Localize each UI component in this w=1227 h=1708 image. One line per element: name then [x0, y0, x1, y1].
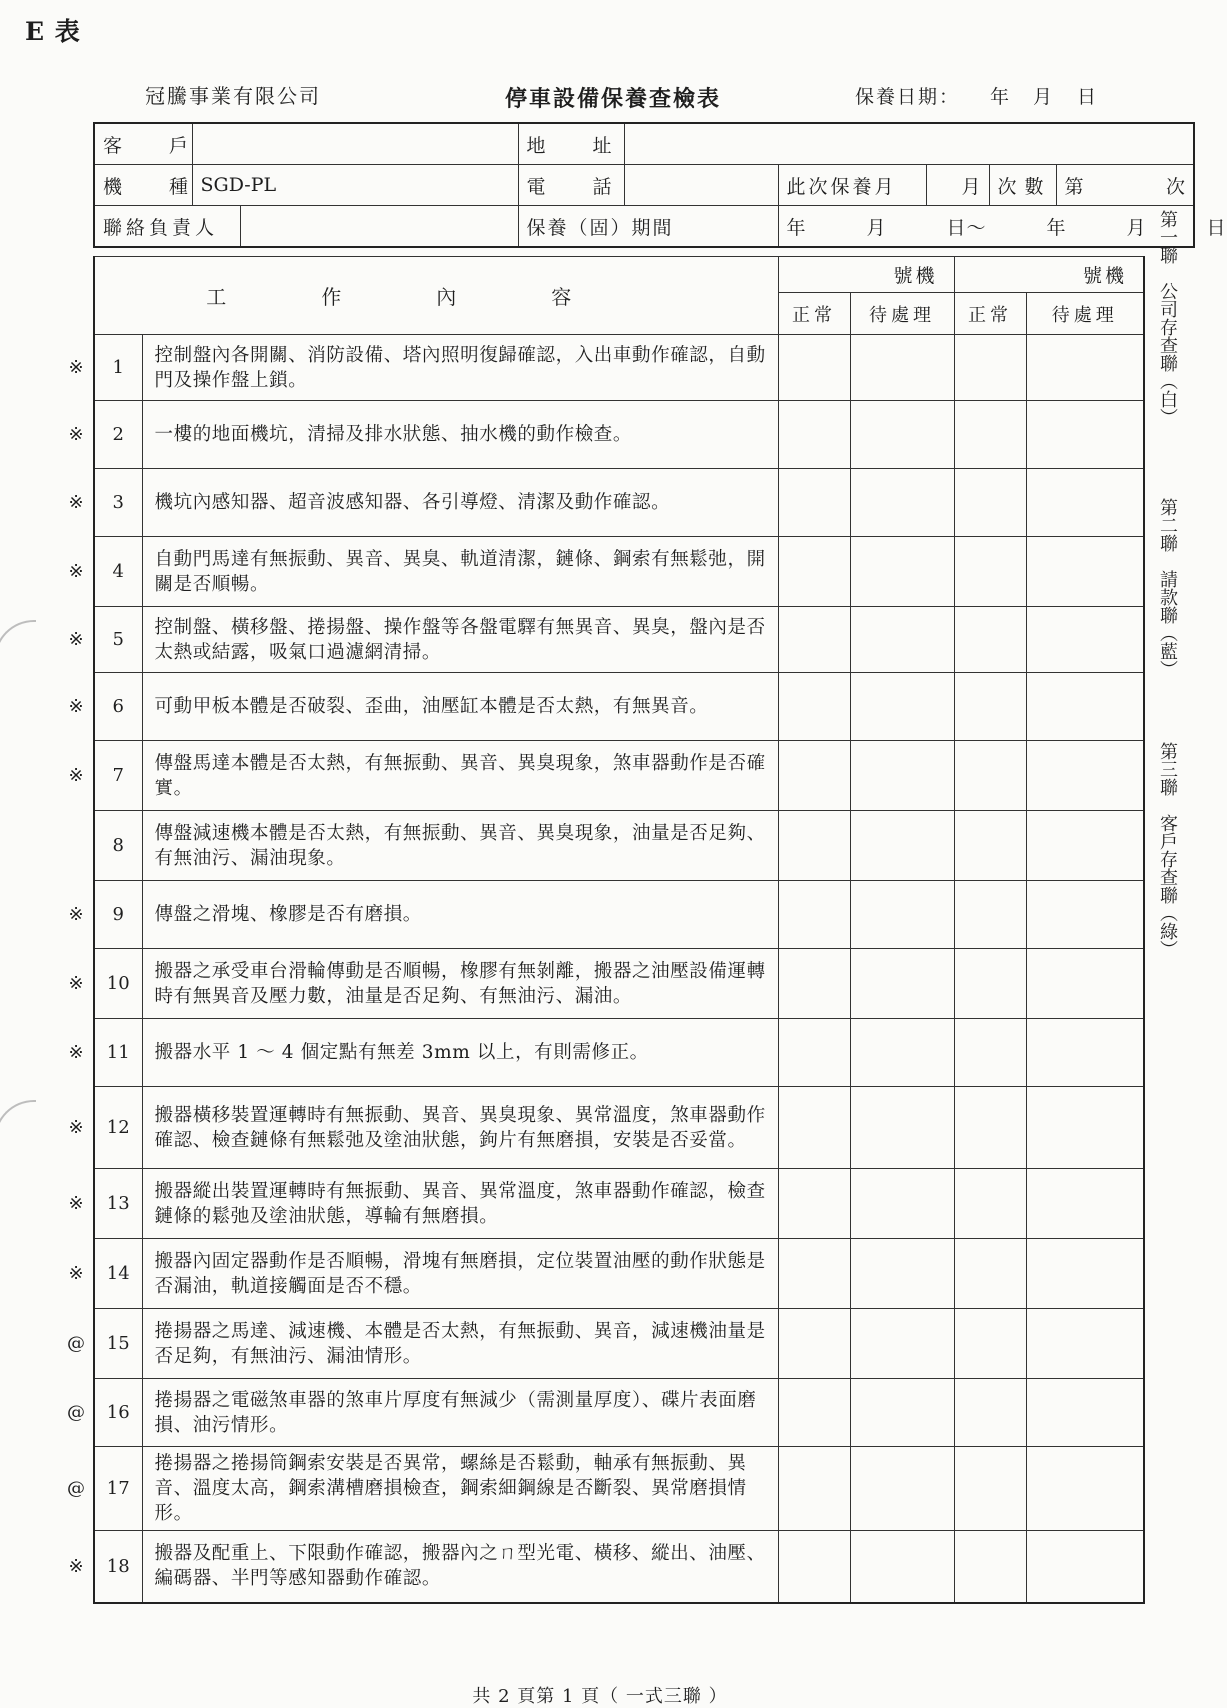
table-row — [94, 673, 1144, 741]
count-label: 次數 — [989, 165, 1056, 206]
date-day-unit: 日 — [1077, 86, 1097, 108]
pending-check-cell[interactable] — [1026, 401, 1144, 469]
work-content-header: 工作內容 — [94, 257, 778, 335]
item-number: 5 — [94, 607, 142, 673]
machine-1-header: 號機 — [778, 257, 954, 293]
pending-check-cell[interactable] — [1026, 741, 1144, 811]
table-row — [94, 401, 1144, 469]
item-number: 10 — [94, 949, 142, 1019]
pending-check-cell[interactable] — [1026, 811, 1144, 881]
normal-check-cell[interactable] — [778, 949, 850, 1019]
pending-check-cell[interactable] — [850, 1309, 954, 1379]
normal-check-cell[interactable] — [778, 1087, 850, 1169]
machine-2-header: 號機 — [954, 257, 1144, 293]
pending-check-cell[interactable] — [1026, 1019, 1144, 1087]
pending-check-cell[interactable] — [850, 741, 954, 811]
normal-check-cell[interactable] — [954, 1169, 1026, 1239]
pending-check-cell[interactable] — [850, 537, 954, 607]
pending-check-cell[interactable] — [850, 469, 954, 537]
count-field[interactable] — [1056, 165, 1194, 206]
row-mark: ※ — [68, 1193, 84, 1214]
row-mark: ※ — [68, 629, 84, 650]
row-mark: @ — [67, 1333, 85, 1354]
normal-check-cell[interactable] — [778, 607, 850, 673]
model-label: 機 種 — [103, 175, 203, 198]
table-row — [94, 811, 1144, 881]
pending-check-cell[interactable] — [1026, 335, 1144, 401]
row-mark: ※ — [68, 492, 84, 513]
normal-check-cell[interactable] — [954, 1447, 1026, 1531]
table-row — [94, 537, 1144, 607]
row-mark: ※ — [68, 424, 84, 445]
inspection-table — [93, 256, 1145, 1604]
item-description: 控制盤、橫移盤、捲揚盤、操作盤等各盤電驛有無異音、異臭，盤內是否太熱或結露，吸氣口過濾網清掃。 — [142, 607, 778, 673]
pending-check-cell[interactable] — [850, 673, 954, 741]
item-number: 3 — [94, 469, 142, 537]
address-label: 地 址 — [526, 134, 626, 157]
contact-person-label: 聯絡負責人 — [94, 206, 240, 248]
item-description: 傳盤之滑塊、橡膠是否有磨損。 — [142, 881, 778, 949]
normal-check-cell[interactable] — [954, 469, 1026, 537]
item-number: 14 — [94, 1239, 142, 1309]
item-description: 捲揚器之捲揚筒鋼索安裝是否異常，螺絲是否鬆動，軸承有無振動、異音、溫度太高，鋼索溝槽磨損檢查，鋼索細鋼線是否斷裂、異常磨損情形。 — [142, 1447, 778, 1531]
normal-check-cell[interactable] — [778, 811, 850, 881]
normal-check-cell[interactable] — [778, 1379, 850, 1447]
pending-check-cell[interactable] — [1026, 673, 1144, 741]
contact-person-field[interactable] — [240, 206, 518, 248]
phone-field[interactable] — [624, 165, 778, 206]
customer-label: 客 戶 — [103, 134, 203, 157]
normal-check-cell[interactable] — [778, 1239, 850, 1309]
normal-check-cell[interactable] — [954, 741, 1026, 811]
row-mark: ※ — [68, 765, 84, 786]
pending-check-cell[interactable] — [1026, 881, 1144, 949]
copy-note-company: 第一聯 公司存查聯（白） — [1157, 210, 1178, 426]
table-row — [94, 881, 1144, 949]
table-row — [94, 469, 1144, 537]
normal-header: 正常 — [954, 293, 1026, 335]
normal-check-cell[interactable] — [778, 741, 850, 811]
item-description: 傳盤馬達本體是否太熱，有無振動、異音、異臭現象，煞車器動作是否確實。 — [142, 741, 778, 811]
this-maintenance-month-label: 此次保養月 — [778, 165, 926, 206]
punch-hole-mark — [0, 620, 36, 662]
normal-check-cell[interactable] — [778, 1531, 850, 1603]
row-mark: ※ — [68, 904, 84, 925]
item-number: 15 — [94, 1309, 142, 1379]
table-row — [94, 335, 1144, 401]
item-number: 12 — [94, 1087, 142, 1169]
company-name: 冠騰事業有限公司 — [145, 84, 321, 108]
table-row — [94, 1169, 1144, 1239]
normal-check-cell[interactable] — [778, 469, 850, 537]
row-mark: ※ — [68, 1042, 84, 1063]
item-description: 一樓的地面機坑，清掃及排水狀態、抽水機的動作檢查。 — [142, 401, 778, 469]
item-description: 機坑內感知器、超音波感知器、各引導燈、清潔及動作確認。 — [142, 469, 778, 537]
form-label: E 表 — [25, 17, 81, 46]
pending-check-cell[interactable] — [1026, 949, 1144, 1019]
item-number: 2 — [94, 401, 142, 469]
table-row — [94, 1239, 1144, 1309]
table-row — [94, 1447, 1144, 1531]
item-number: 11 — [94, 1019, 142, 1087]
normal-check-cell[interactable] — [954, 1309, 1026, 1379]
row-mark: ※ — [68, 696, 84, 717]
normal-check-cell[interactable] — [778, 673, 850, 741]
normal-check-cell[interactable] — [954, 1531, 1026, 1603]
normal-check-cell[interactable] — [778, 401, 850, 469]
pending-check-cell[interactable] — [850, 1169, 954, 1239]
item-description: 搬器及配重上、下限動作確認，搬器內之ㄇ型光電、橫移、縱出、油壓、編碼器、半門等感知器動作確認。 — [142, 1531, 778, 1603]
date-month-unit: 月 — [1033, 86, 1053, 108]
normal-check-cell[interactable] — [954, 335, 1026, 401]
pending-check-cell[interactable] — [850, 1019, 954, 1087]
maintenance-month-field[interactable]: 月 — [926, 165, 989, 206]
table-row — [94, 1309, 1144, 1379]
pending-check-cell[interactable] — [1026, 469, 1144, 537]
customer-field[interactable] — [192, 123, 518, 165]
item-number: 17 — [94, 1447, 142, 1531]
normal-check-cell[interactable] — [954, 537, 1026, 607]
normal-check-cell[interactable] — [954, 811, 1026, 881]
pending-check-cell[interactable] — [1026, 1169, 1144, 1239]
copy-note-customer: 第三聯 客戶存查聯（綠） — [1157, 742, 1178, 958]
pending-check-cell[interactable] — [850, 1087, 954, 1169]
pending-check-cell[interactable] — [1026, 1447, 1144, 1531]
pending-check-cell[interactable] — [850, 949, 954, 1019]
item-description: 傳盤減速機本體是否太熱，有無振動、異音、異臭現象，油量是否足夠、有無油污、漏油現象。 — [142, 811, 778, 881]
row-mark: ※ — [68, 357, 84, 378]
item-description: 搬器縱出裝置運轉時有無振動、異音、異常溫度，煞車器動作確認，檢查鏈條的鬆弛及塗油狀態，導輪有無磨損。 — [142, 1169, 778, 1239]
item-description: 捲揚器之馬達、減速機、本體是否太熱，有無振動、異音，減速機油量是否足夠，有無油污、漏油情形。 — [142, 1309, 778, 1379]
form-title: 停車設備保養查檢表 — [505, 86, 722, 112]
maintenance-period-label: 保養（固）期間 — [518, 206, 778, 248]
pending-check-cell[interactable] — [850, 811, 954, 881]
row-mark: @ — [67, 1478, 85, 1499]
item-number: 6 — [94, 673, 142, 741]
table-row — [94, 1087, 1144, 1169]
row-mark: ※ — [68, 973, 84, 994]
row-mark: ※ — [68, 1263, 84, 1284]
model-field[interactable]: SGD-PL — [192, 165, 518, 206]
item-description: 自動門馬達有無振動、異音、異臭、軌道清潔，鏈條、鋼索有無鬆弛，開關是否順暢。 — [142, 537, 778, 607]
normal-check-cell[interactable] — [954, 1087, 1026, 1169]
item-number: 13 — [94, 1169, 142, 1239]
item-number: 8 — [94, 811, 142, 881]
pending-check-cell[interactable] — [850, 607, 954, 673]
normal-check-cell[interactable] — [778, 1309, 850, 1379]
item-number: 4 — [94, 537, 142, 607]
normal-check-cell[interactable] — [778, 1447, 850, 1531]
pending-header: 待處理 — [850, 293, 954, 335]
normal-check-cell[interactable] — [954, 673, 1026, 741]
item-description: 搬器橫移裝置運轉時有無振動、異音、異臭現象、異常溫度，煞車器動作確認、檢查鏈條有無鬆弛及塗油狀態，鉤片有無磨損，安裝是否妥當。 — [142, 1087, 778, 1169]
phone-label: 電 話 — [526, 175, 626, 198]
pending-check-cell[interactable] — [850, 335, 954, 401]
item-number: 7 — [94, 741, 142, 811]
table-row — [94, 1531, 1144, 1603]
row-mark: ※ — [68, 561, 84, 582]
copy-note-billing: 第二聯 請款聯（藍） — [1157, 498, 1178, 678]
table-row — [94, 1379, 1144, 1447]
pending-check-cell[interactable] — [1026, 1087, 1144, 1169]
normal-check-cell[interactable] — [954, 949, 1026, 1019]
normal-header: 正常 — [778, 293, 850, 335]
pending-check-cell[interactable] — [850, 881, 954, 949]
item-number: 18 — [94, 1531, 142, 1603]
pending-check-cell[interactable] — [850, 1379, 954, 1447]
pending-check-cell[interactable] — [850, 401, 954, 469]
address-field[interactable] — [624, 123, 1194, 165]
count-prefix: 第 — [1064, 175, 1084, 198]
pending-check-cell[interactable] — [1026, 607, 1144, 673]
normal-check-cell[interactable] — [778, 335, 850, 401]
item-description: 控制盤內各開關、消防設備、塔內照明復歸確認，入出車動作確認，自動門及操作盤上鎖。 — [142, 335, 778, 401]
maintenance-period-field[interactable]: 年 月 日～ 年 月 日 — [778, 206, 1194, 248]
pending-check-cell[interactable] — [850, 1239, 954, 1309]
normal-check-cell[interactable] — [954, 607, 1026, 673]
pending-check-cell[interactable] — [850, 1447, 954, 1531]
table-row — [94, 1019, 1144, 1087]
item-description: 搬器水平 1 ～ 4 個定點有無差 3mm 以上，有則需修正。 — [142, 1019, 778, 1087]
pending-check-cell[interactable] — [1026, 1239, 1144, 1309]
item-description: 搬器內固定器動作是否順暢，滑塊有無磨損，定位裝置油壓的動作狀態是否漏油，軌道接觸面是否不穩。 — [142, 1239, 778, 1309]
normal-check-cell[interactable] — [954, 401, 1026, 469]
item-description: 搬器之承受車台滑輪傳動是否順暢，橡膠有無剝離，搬器之油壓設備運轉時有無異音及壓力數，油量是否足夠、有無油污、漏油。 — [142, 949, 778, 1019]
normal-check-cell[interactable] — [954, 881, 1026, 949]
row-mark: ※ — [68, 1556, 84, 1577]
customer-info-table — [93, 122, 1227, 248]
maintenance-date-label: 保養日期： — [855, 86, 961, 108]
row-mark: ※ — [68, 1117, 84, 1138]
punch-hole-mark — [0, 1100, 36, 1142]
pending-check-cell[interactable] — [1026, 1531, 1144, 1603]
item-number: 9 — [94, 881, 142, 949]
pending-header: 待處理 — [1026, 293, 1144, 335]
item-description: 捲揚器之電磁煞車器的煞車片厚度有無減少（需測量厚度）、碟片表面磨損、油污情形。 — [142, 1379, 778, 1447]
pending-check-cell[interactable] — [1026, 1379, 1144, 1447]
page-footer: 共 2 頁第 1 頁（ 一式三聯 ） — [472, 1686, 728, 1707]
pending-check-cell[interactable] — [1026, 1309, 1144, 1379]
table-row — [94, 607, 1144, 673]
pending-check-cell[interactable] — [1026, 537, 1144, 607]
normal-check-cell[interactable] — [778, 537, 850, 607]
normal-check-cell[interactable] — [954, 1019, 1026, 1087]
row-mark: @ — [67, 1402, 85, 1423]
normal-check-cell[interactable] — [778, 881, 850, 949]
table-row — [94, 949, 1144, 1019]
item-description: 可動甲板本體是否破裂、歪曲，油壓缸本體是否太熱，有無異音。 — [142, 673, 778, 741]
normal-check-cell[interactable] — [954, 1239, 1026, 1309]
pending-check-cell[interactable] — [850, 1531, 954, 1603]
date-year-unit: 年 — [990, 86, 1010, 108]
table-row — [94, 741, 1144, 811]
count-unit: 次 — [1166, 175, 1186, 198]
item-number: 1 — [94, 335, 142, 401]
normal-check-cell[interactable] — [778, 1169, 850, 1239]
item-number: 16 — [94, 1379, 142, 1447]
normal-check-cell[interactable] — [778, 1019, 850, 1087]
normal-check-cell[interactable] — [954, 1379, 1026, 1447]
